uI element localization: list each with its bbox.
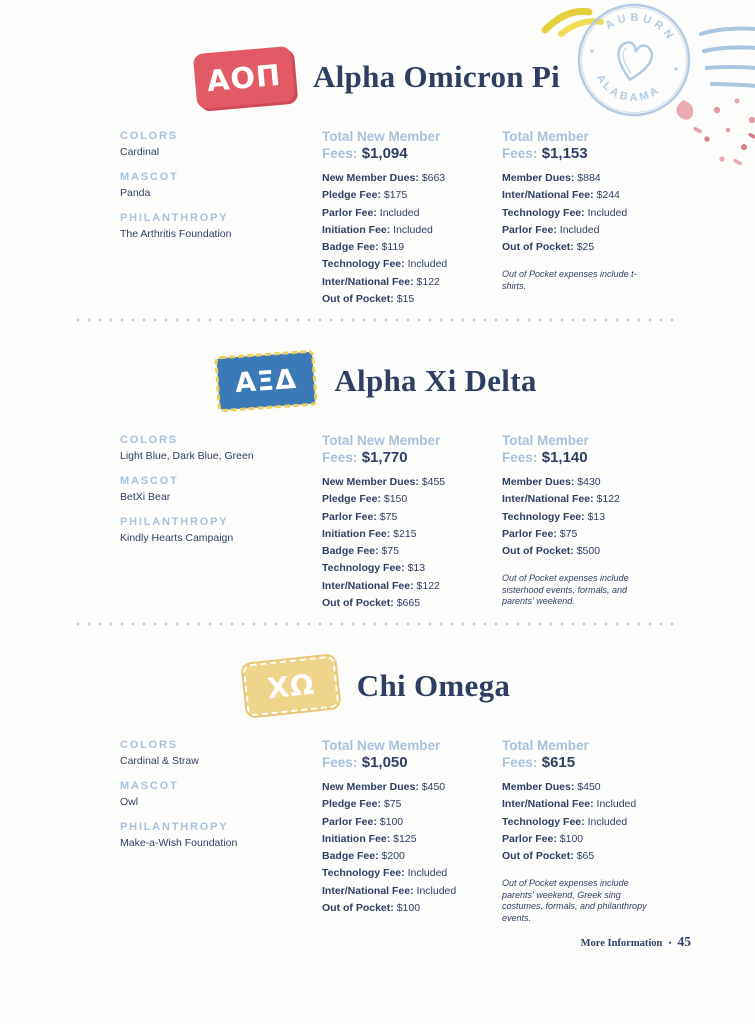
chi-omega-badge [242,655,339,716]
section-header [0,46,755,108]
new-member-fees-heading [322,432,502,467]
greek-letters: ΑΟΠ [205,56,283,98]
section-columns [0,737,755,924]
fee-line [322,509,502,526]
fee-value: $13 [587,510,606,523]
dotted-separator [76,318,680,322]
section-title: Chi Omega [356,668,511,703]
fee-list [322,170,502,308]
fee-label: Parlor Fee: [322,510,377,523]
fees-word: Fees: [502,755,538,770]
fee-line [502,170,675,187]
fee-label: Parlor Fee: [322,815,377,828]
fee-line [502,474,675,491]
fee-line [322,187,502,204]
fee-value: Included [407,258,448,271]
member-fees-heading [502,432,675,467]
new-member-fees-column [322,432,502,612]
fees-title-line1: Total Member [502,433,589,448]
member-fees-column [502,128,675,292]
fee-value: $100 [379,815,404,828]
fee-label: Parlor Fee: [322,206,377,219]
section-title: Alpha Xi Delta [334,363,537,398]
fee-value: $244 [596,189,620,202]
fee-line [322,222,502,239]
fee-line [502,779,675,796]
fee-line [322,595,502,612]
section-columns [0,432,755,612]
fee-line [322,848,502,865]
fee-label: New Member Dues: [322,781,419,793]
fee-line [322,274,502,291]
greek-letters: ΑΞΔ [234,363,299,399]
colors-label: COLORS [120,434,178,446]
fee-line [322,543,502,560]
fee-line [322,796,502,813]
fee-value: $884 [577,172,601,184]
alpha-xi-delta-badge [217,352,316,411]
fee-line [502,239,675,256]
fee-label: Technology Fee: [322,258,405,271]
fees-word: Fees: [322,450,358,465]
fee-label: New Member Dues: [322,172,419,184]
fee-label: Initiation Fee: [322,223,391,236]
fee-label: Initiation Fee: [322,527,391,540]
fee-label: Out of Pocket: [502,850,574,863]
fee-value: $500 [576,545,601,558]
section-title: Alpha Omicron Pi [312,59,561,94]
philanthropy-label: PHILANTHROPY [120,821,229,833]
out-of-pocket-note: Out of Pocket expenses include sisterhood events, formals, and parents' weekend. [502,573,629,607]
fee-line [502,831,675,848]
fee-label: Badge Fee: [322,545,379,558]
fees-title-line1: Total Member [502,738,589,753]
fees-total: $1,153 [541,145,588,162]
fees-total: $615 [541,754,576,771]
new-member-fees-heading [322,128,502,163]
colors-label: COLORS [120,739,178,751]
fees-word: Fees: [322,146,358,161]
fees-title-line2 [502,449,675,467]
fee-label: Badge Fee: [322,850,379,863]
fee-value: Included [393,223,433,236]
fee-label: Out of Pocket: [502,545,574,558]
fee-list [502,474,675,560]
fee-label: Technology Fee: [502,510,585,523]
mascot-label: MASCOT [120,171,179,183]
mascot-label: MASCOT [120,780,179,792]
mascot-value: Panda [120,187,151,199]
fee-value: $100 [559,832,584,845]
fee-line [502,491,675,508]
fee-label: New Member Dues: [322,476,419,488]
greek-letters: ΧΩ [265,667,317,705]
fee-line [502,526,675,543]
fee-label: Parlor Fee: [502,832,557,845]
section-chi-omega [0,655,755,924]
fee-label: Inter/National Fee: [502,493,594,506]
svg-text:AUBURN [602,5,681,46]
fee-label: Technology Fee: [502,206,585,219]
fee-line [322,205,502,222]
mascot-value: BetXi Bear [120,491,171,503]
fee-value: $430 [577,476,601,488]
dotted-separator [76,622,680,626]
stamp-top-text: AUBURN [603,11,678,45]
fee-line [322,474,502,491]
section-alpha-xi-delta [0,350,755,612]
fee-label: Inter/National Fee: [502,189,594,202]
colors-label: COLORS [120,130,178,142]
fee-value: $13 [407,562,426,575]
fee-value: Included [587,815,628,828]
fee-value: $100 [396,902,421,915]
fee-value: $75 [559,527,578,540]
member-fees-heading [502,737,675,772]
info-column [120,432,322,545]
page-footer [581,934,691,950]
fees-title-line1: Total Member [502,129,589,144]
fee-label: Parlor Fee: [502,223,557,236]
fee-label: Out of Pocket: [502,241,574,254]
fees-title-line2 [502,754,675,772]
member-fees-column [502,432,675,608]
fee-line [322,560,502,577]
fee-label: Badge Fee: [322,241,379,254]
alpha-omicron-pi-badge [193,45,295,108]
fee-line [322,170,502,187]
fee-value: $122 [596,493,620,506]
fee-label: Technology Fee: [322,867,405,880]
fees-word: Fees: [502,450,538,465]
fee-value: $150 [383,493,408,506]
fee-line [322,865,502,882]
fee-line [322,526,502,543]
mascot-value: Owl [120,796,139,808]
fee-value: $665 [396,597,421,610]
fee-value: Included [379,206,420,219]
fee-list [322,779,502,917]
fees-title-line1: Total New Member [322,129,441,144]
fee-value: Included [416,884,457,897]
fee-list [502,779,675,865]
fees-title-line2 [322,754,502,772]
fee-label: Out of Pocket: [322,597,394,610]
section-header [0,350,755,412]
new-member-fees-heading [322,737,502,772]
fees-title-line2 [502,145,675,163]
fee-line [322,239,502,256]
fee-line [322,578,502,595]
fees-total: $1,050 [361,754,408,771]
mascot-label: MASCOT [120,475,179,487]
fee-value: Included [587,206,628,219]
fee-value: $663 [421,172,446,184]
fee-label: Pledge Fee: [322,189,381,202]
fee-line [322,491,502,508]
fee-label: Parlor Fee: [502,527,557,540]
fee-value: $455 [421,476,446,488]
fees-total: $1,140 [541,449,588,466]
fee-line [502,796,675,813]
fee-label: Inter/National Fee: [502,798,594,811]
fee-line [322,900,502,917]
fee-label: Pledge Fee: [322,493,381,506]
fee-label: Member Dues: [502,781,575,793]
section-columns [0,128,755,308]
fees-title-line1: Total New Member [322,738,441,753]
fee-value: $75 [379,510,398,523]
fee-line [502,509,675,526]
fees-total: $1,094 [361,145,408,162]
fees-total: $1,770 [361,449,408,466]
fee-line [502,222,675,239]
fee-value: $15 [396,293,415,306]
fee-list [322,474,502,612]
philanthropy-label: PHILANTHROPY [120,516,229,528]
fees-title-line2 [322,449,502,467]
fee-label: Technology Fee: [322,562,405,575]
fee-label: Pledge Fee: [322,798,381,811]
fee-list [502,170,675,256]
fee-label: Inter/National Fee: [322,579,414,592]
fee-value: $200 [381,850,405,863]
info-column [120,128,322,241]
stamp-bottom-text: ALABAMA [593,72,664,105]
fee-value: $175 [383,189,408,202]
fee-value: $25 [576,241,595,254]
colors-value: Cardinal & Straw [120,755,199,767]
fee-label: Member Dues: [502,476,575,488]
fee-line [502,187,675,204]
philanthropy-value: The Arthritis Foundation [120,228,232,240]
fees-title-line2 [322,145,502,163]
fee-label: Technology Fee: [502,815,585,828]
fee-line [502,205,675,222]
fee-value: Included [596,798,637,811]
section-header [0,655,755,717]
colors-value: Cardinal [120,146,160,158]
more-information-label: More Information [580,938,663,949]
fee-label: Inter/National Fee: [322,884,414,897]
philanthropy-value: Kindly Hearts Campaign [120,532,234,544]
fee-value: $450 [577,781,601,793]
fee-label: Out of Pocket: [322,902,394,915]
fee-value: $119 [381,241,405,254]
fee-label: Initiation Fee: [322,832,391,845]
fee-value: $65 [576,850,595,863]
out-of-pocket-note: Out of Pocket expenses include t-shirts. [502,269,637,291]
philanthropy-label: PHILANTHROPY [120,212,229,224]
footer-bullet: • [668,938,672,948]
new-member-fees-column [322,737,502,917]
fee-value: $450 [421,781,446,793]
info-column [120,737,322,850]
fee-value: Included [407,867,448,880]
page-number: 45 [677,934,691,949]
out-of-pocket-note: Out of Pocket expenses include parents' weekend, Greek sing costumes, formals, and philanthropy events. [502,878,647,923]
fee-label: Out of Pocket: [322,293,394,306]
philanthropy-value: Make-a-Wish Foundation [120,837,238,849]
fee-value: $122 [416,579,440,592]
fee-value: $125 [393,832,417,845]
fee-line [502,848,675,865]
section-alpha-omicron-pi [0,46,755,308]
member-fees-heading [502,128,675,163]
fee-value: $75 [383,798,402,811]
fee-line [322,883,502,900]
fee-value: Included [559,223,600,236]
fee-value: $75 [381,545,400,558]
fee-line [322,256,502,273]
fee-line [322,814,502,831]
fee-value: $215 [393,527,417,540]
fee-label: Inter/National Fee: [322,275,414,288]
fee-label: Member Dues: [502,172,575,184]
fees-title-line1: Total New Member [322,433,441,448]
member-fees-column [502,737,675,924]
fee-line [322,831,502,848]
fees-word: Fees: [502,146,538,161]
fee-line [502,814,675,831]
fee-line [322,779,502,796]
new-member-fees-column [322,128,502,308]
fee-value: $122 [416,275,440,288]
colors-value: Light Blue, Dark Blue, Green [120,450,254,462]
fee-line [502,543,675,560]
fee-line [322,291,502,308]
fees-word: Fees: [322,755,358,770]
